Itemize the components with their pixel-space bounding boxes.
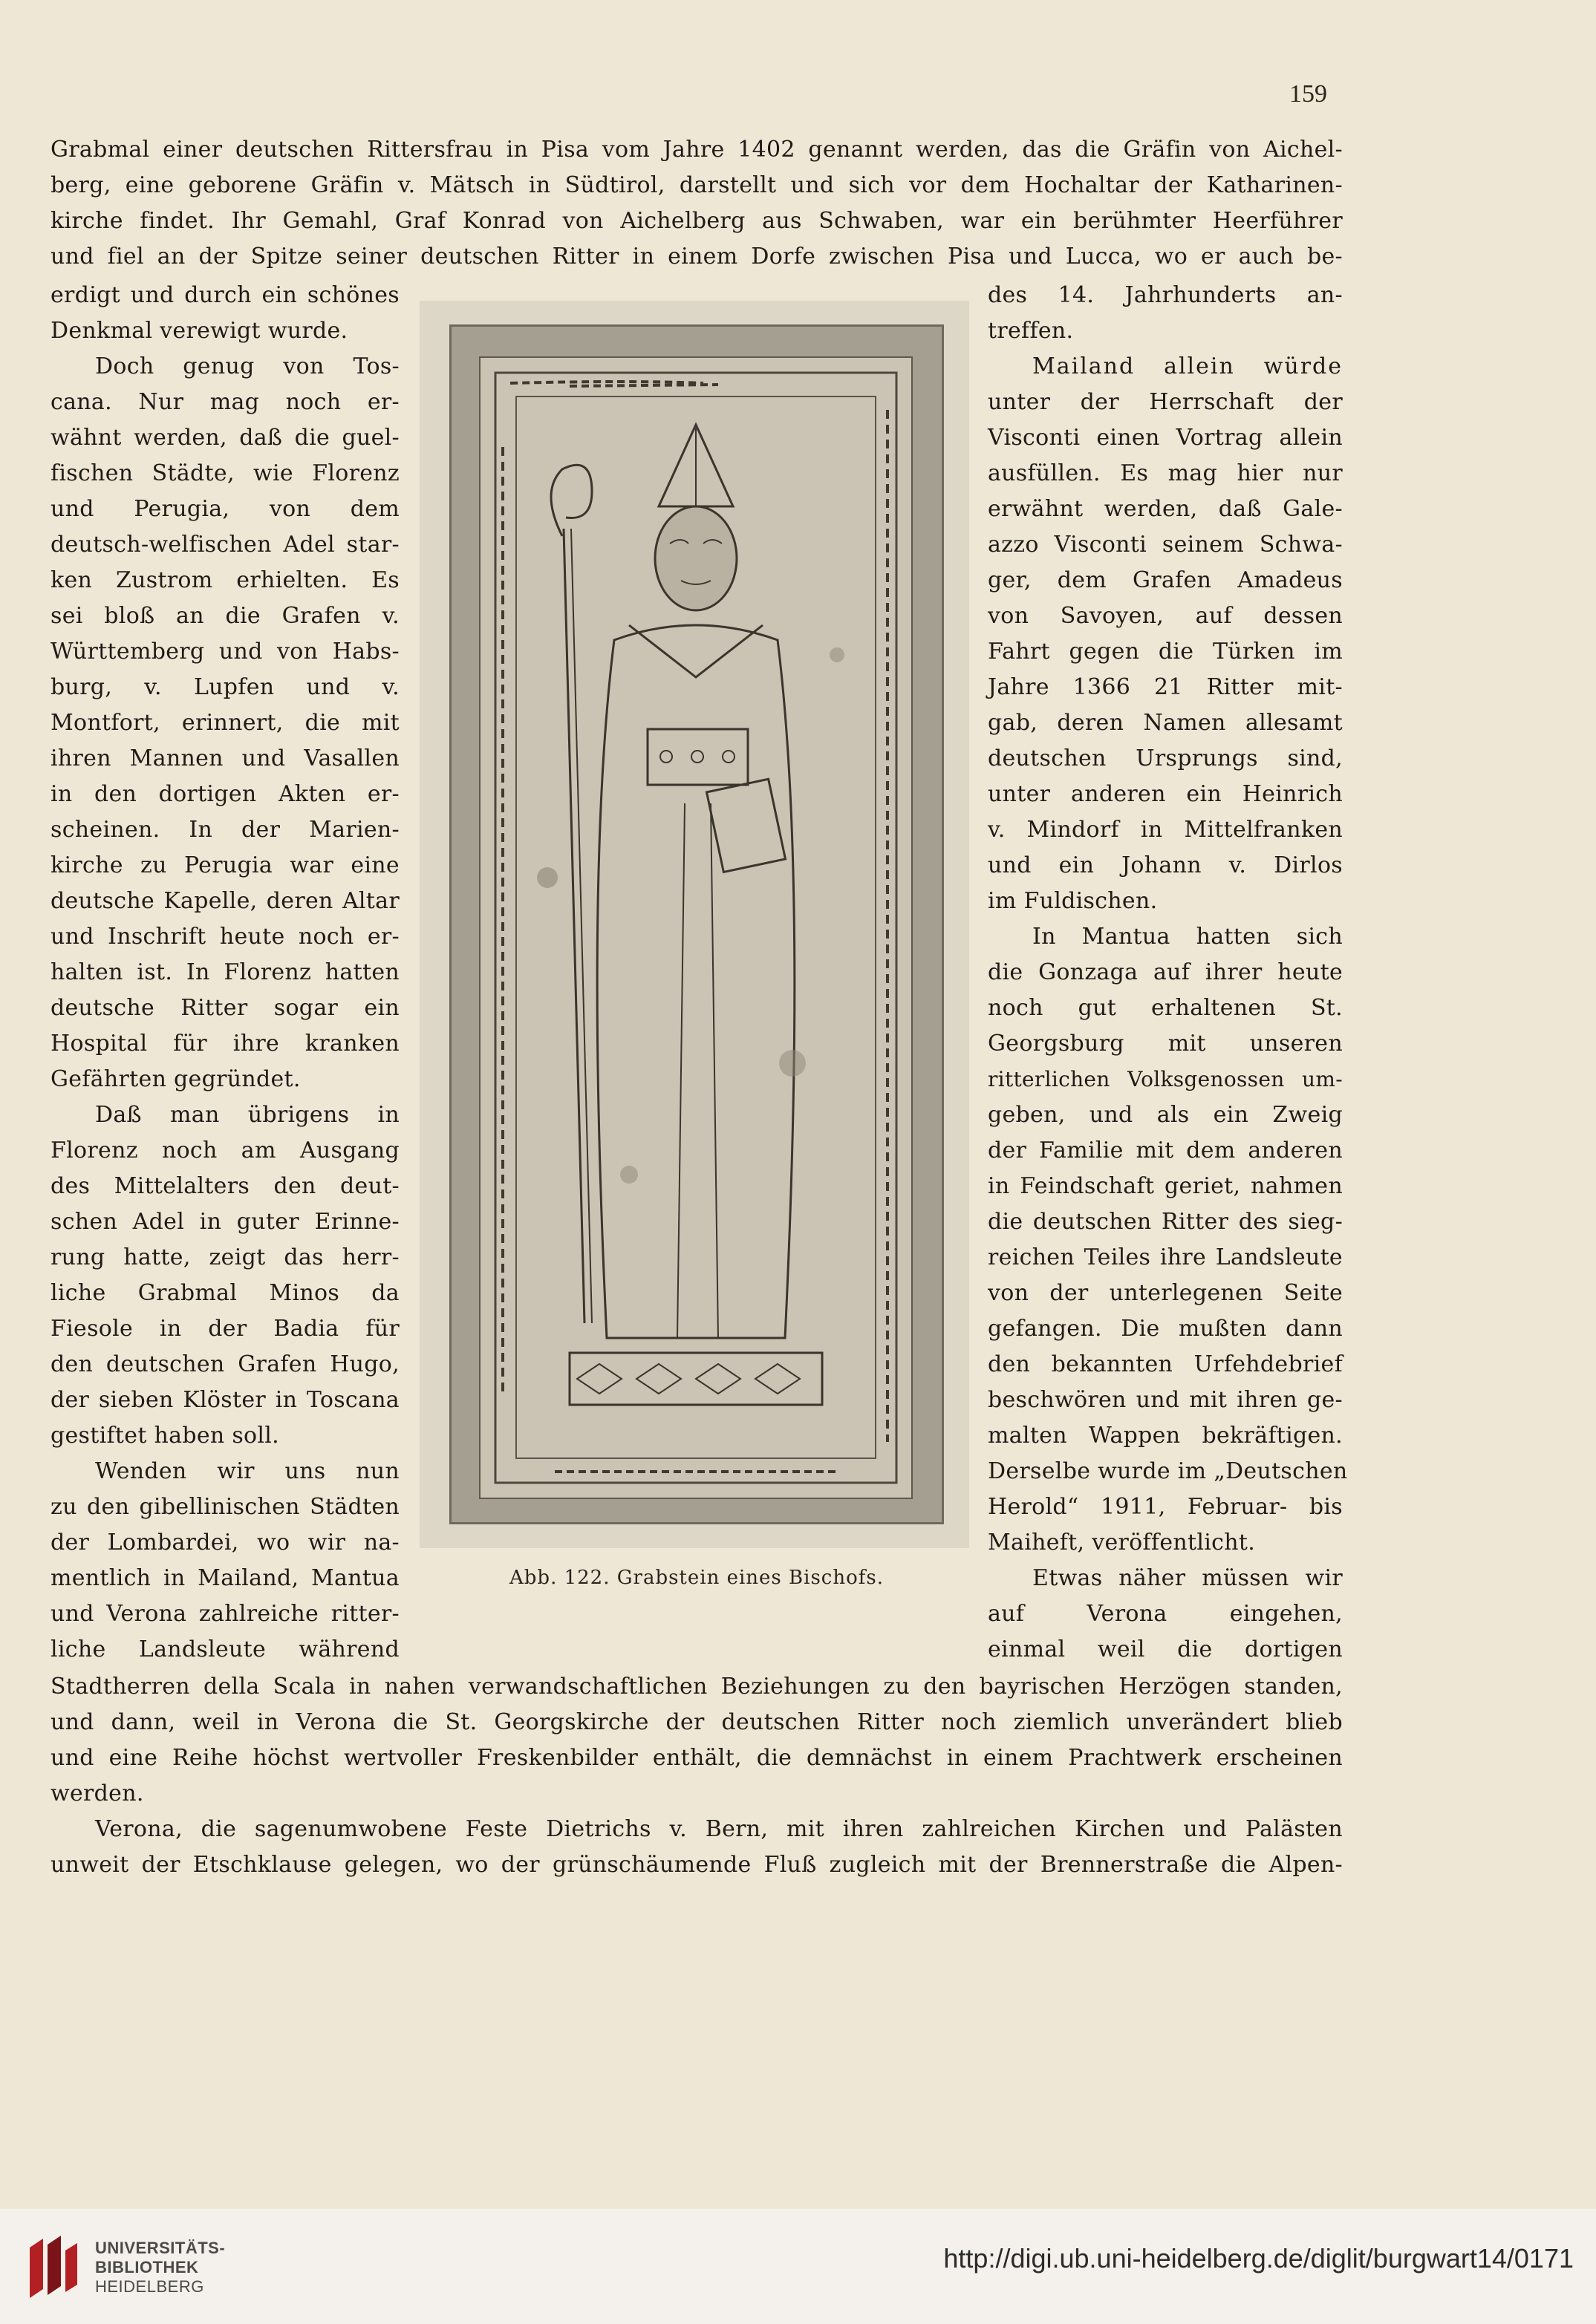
text-line: auf Verona eingehen, [988,1601,1343,1627]
text-line: fischen Städte, wie Florenz [51,460,400,486]
text-line: liche Grabmal Minos da [51,1280,400,1306]
text-line: und Inschrift heute noch er- [51,924,400,950]
text-line: Florenz noch am Ausgang [51,1137,400,1163]
text-line: Wenden wir uns nun [95,1458,400,1484]
text-line: in Feindschaft geriet, nahmen [988,1173,1343,1199]
text-line: Verona, die sagenumwobene Feste Dietrichs v. Bern, mit ihren zahlreichen Kirchen und Palästen [95,1816,1343,1842]
text-line: von Savoyen, auf dessen [988,603,1343,629]
text-line: Württemberg und von Habs- [51,639,400,665]
library-name-line: BIBLIOTHEK [95,2258,199,2276]
text-line: und fiel an der Spitze seiner deutschen Ritter in einem Dorfe zwischen Pisa und Lucca, wo er auch be- [51,244,1343,270]
text-line: berg, eine geborene Gräfin v. Mätsch in Südtirol, darstellt und sich vor dem Hochaltar der Katharinen- [51,172,1343,198]
text-line: burg, v. Lupfen und v. [51,674,400,700]
text-line: erwähnt werden, daß Gale- [988,496,1343,522]
text-line: unweit der Etschklause gelegen, wo der grünschäumende Fluß zugleich mit der Brennerstraße die Alpen- [51,1852,1343,1878]
text-line: gestiftet haben soll. [51,1423,280,1449]
text-line: die Gonzaga auf ihrer heute [988,959,1343,985]
text-line: und Verona zahlreiche ritter- [51,1601,400,1627]
text-line: deutschen Ursprungs sind, [988,745,1343,771]
text-line: im Fuldischen. [988,888,1158,914]
text-line: zu den gibellinischen Städten [51,1494,400,1520]
text-line: ausfüllen. Es mag hier nur [988,460,1343,486]
text-line: In Mantua hatten sich [1032,924,1343,950]
text-line: rung hatte, zeigt das herr- [51,1244,400,1270]
text-line: cana. Nur mag noch er- [51,389,400,415]
text-line: und Perugia, von dem [51,496,400,522]
text-line: sei bloß an die Grafen v. [51,603,400,629]
text-line: des Mittelalters den deut- [51,1173,400,1199]
text-line: deutsche Ritter sogar ein [51,995,400,1021]
text-line: halten ist. In Florenz hatten [51,959,400,985]
text-line: von der unterlegenen Seite [988,1280,1343,1306]
text-line: ihren Mannen und Vasallen [51,745,400,771]
text-line: deutsche Kapelle, deren Altar [51,888,400,914]
text-line: noch gut erhaltenen St. [988,995,1343,1021]
text-line: reichen Teiles ihre Landsleute [988,1244,1343,1270]
page-number: 159 [1289,80,1327,108]
tombstone-figure [420,301,969,1548]
text-line: ritterlichen Volksgenossen um- [988,1067,1343,1091]
text-line: Maiheft, veröffentlicht. [988,1530,1256,1556]
text-line: schen Adel in guter Erinne- [51,1209,400,1235]
text-line: wähnt werden, daß die guel- [51,425,400,451]
text-line: Daß man übrigens in [95,1102,400,1128]
text-line: den bekannten Urfehdebrief [988,1351,1343,1377]
text-line: unter anderen ein Heinrich [988,781,1343,807]
tombstone-image [479,356,913,1499]
text-line: kirche findet. Ihr Gemahl, Graf Konrad von Aichelberg aus Schwaben, war ein berühmter Heerführer [51,208,1343,234]
library-logo-icon [25,2231,82,2302]
text-line: Stadtherren della Scala in nahen verwandschaftlichen Beziehungen zu den bayrischen Herzögen standen, [51,1674,1343,1700]
text-line: Etwas näher müssen wir [1032,1565,1343,1591]
text-line: Herold“ 1911, Februar- bis [988,1494,1343,1520]
text-line: ger, dem Grafen Amadeus [988,567,1343,593]
text-line: werden. [51,1780,144,1806]
text-line: den deutschen Grafen Hugo, [51,1351,400,1377]
text-line: azzo Visconti seinem Schwa- [988,532,1343,558]
text-line: Denkmal verewigt wurde. [51,318,348,344]
text-line: gefangen. Die mußten dann [988,1316,1343,1342]
text-line: Jahre 1366 21 Ritter mit- [988,674,1343,700]
text-line: und ein Johann v. Dirlos [988,852,1343,878]
library-name-line: HEIDELBERG [95,2277,204,2296]
text-line: Montfort, erinnert, die mit [51,710,400,736]
text-line: des 14. Jahrhunderts an- [988,282,1343,308]
text-line: gab, deren Namen allesamt [988,710,1343,736]
text-line: Fahrt gegen die Türken im [988,639,1343,665]
text-line: der Familie mit dem anderen [988,1137,1343,1163]
text-line: treffen. [988,318,1074,344]
text-line: der Lombardei, wo wir na- [51,1530,400,1556]
text-line: und eine Reihe höchst wertvoller Freskenbilder enthält, die demnächst in einem Prachtwerk erscheinen [51,1745,1343,1771]
text-line: unter der Herrschaft der [988,389,1343,415]
text-line: und dann, weil in Verona die St. Georgskirche der deutschen Ritter noch ziemlich unverändert blieb [51,1709,1343,1735]
text-line: malten Wappen bekräftigen. [988,1423,1343,1449]
text-line: Georgsburg mit unseren [988,1031,1343,1057]
text-line: der sieben Klöster in Toscana [51,1387,400,1413]
text-line: Hospital für ihre kranken [51,1031,400,1057]
source-url-link[interactable]: http://digi.ub.uni-heidelberg.de/diglit/burgwart14/0171 [943,2243,1574,2274]
text-line: erdigt und durch ein schönes [51,282,400,308]
text-line: Doch genug von Tos- [95,353,400,379]
text-line: Mailand allein würde [1032,353,1343,379]
text-line: beschwören und mit ihren ge- [988,1387,1343,1413]
text-line: v. Mindorf in Mittelfranken [988,817,1343,843]
text-line: Derselbe wurde im „Deutschen [988,1458,1348,1484]
text-line: Grabmal einer deutschen Rittersfrau in Pisa vom Jahre 1402 genannt werden, das die Gräfin von Aichel- [51,137,1343,163]
text-line: geben, und als ein Zweig [988,1102,1343,1128]
text-line: Gefährten gegründet. [51,1066,301,1092]
figure-caption: Abb. 122. Grabstein eines Bischofs. [509,1567,884,1589]
text-line: deutsch-welfischen Adel star- [51,532,400,558]
text-line: Fiesole in der Badia für [51,1316,400,1342]
text-line: ken Zustrom erhielten. Es [51,567,400,593]
text-line: liche Landsleute während [51,1636,400,1662]
text-line: in den dortigen Akten er- [51,781,400,807]
text-line: scheinen. In der Marien- [51,817,400,843]
library-name-line: UNIVERSITÄTS- [95,2239,226,2257]
text-line: Visconti einen Vortrag allein [988,425,1343,451]
text-line: die deutschen Ritter des sieg- [988,1209,1343,1235]
digitization-footer [0,2209,1596,2324]
text-line: mentlich in Mailand, Mantua [51,1565,400,1591]
text-line: einmal weil die dortigen [988,1636,1343,1662]
text-line: kirche zu Perugia war eine [51,852,400,878]
